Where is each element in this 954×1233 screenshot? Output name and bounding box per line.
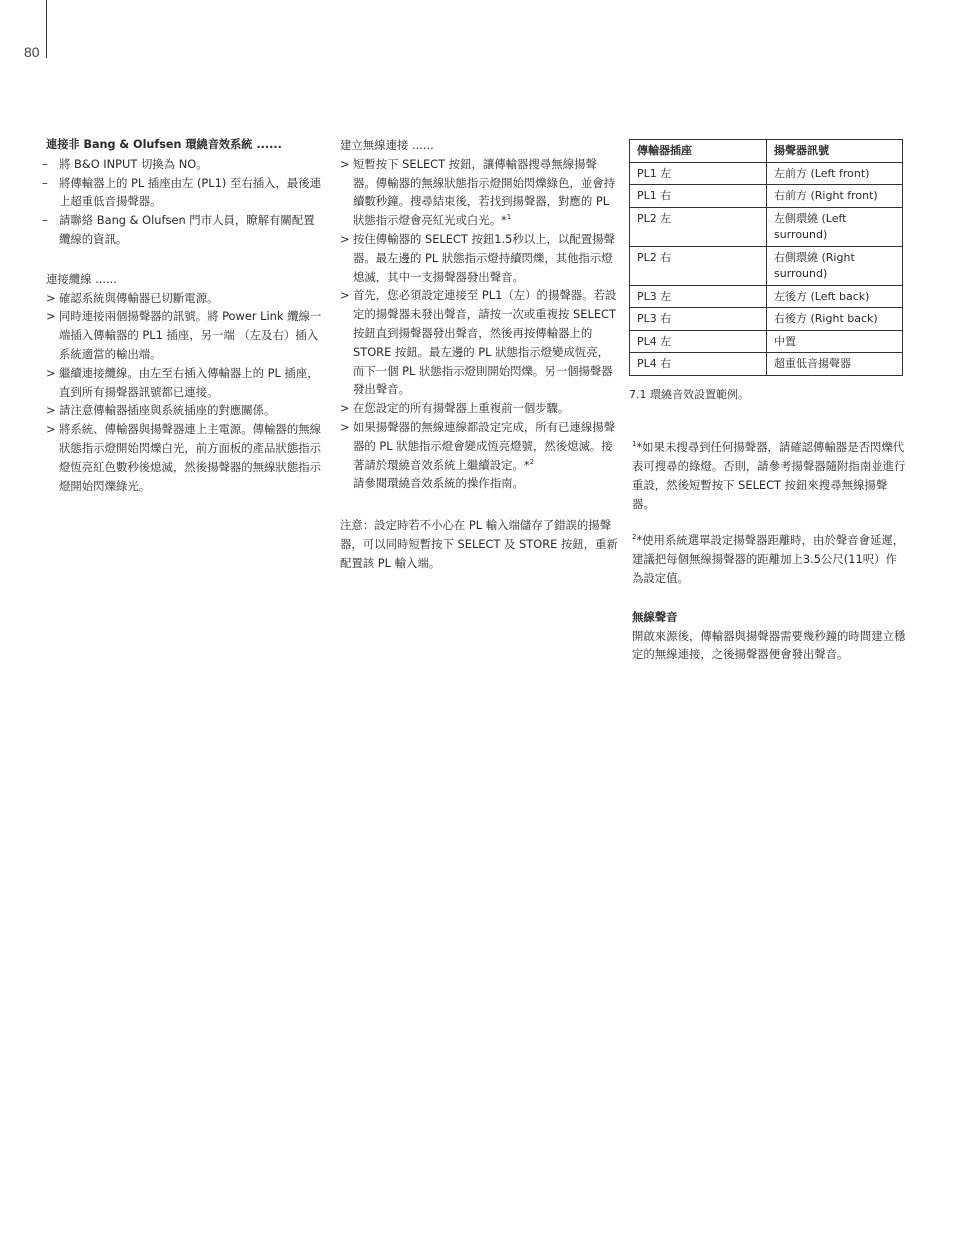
column-right <box>629 136 908 664</box>
list-item: > 同時連接兩個揚聲器的訊號。將 Power Link 纜線一端插入傳輸器的 PL1 插座，另一端 （左及右）插入系統適當的輸出端。 <box>46 309 322 361</box>
column-middle <box>340 136 618 573</box>
list-item: > 短暫按下 SELECT 按鈕，讓傳輸器搜尋無線揚聲器。傳輸器的無線狀態指示燈開始閃爍綠色，並會持續數秒鐘。搜尋結束後，若找到揚聲器，對應的 PL 狀態指示燈會亮紅光或白光。*$^1$ <box>340 156 615 228</box>
column-header: 傳輸器插座 <box>630 140 767 163</box>
table-row: PL1 右 右前方 (Right front) <box>630 185 903 208</box>
list-item: > 繼續連接纜線。由左至右插入傳輸器上的 PL 插座，直到所有揚聲器訊號都已連接。 <box>46 365 319 399</box>
socket-mapping-table <box>629 139 903 376</box>
list-item: > 將系統、傳輸器與揚聲器連上主電源。傳輸器的無線狀態指示燈開始閃爍白光，前方面板的產品狀態指示燈恆亮紅色數秒後熄滅，然後揚聲器的無線狀態指示燈開始閃爍綠光。 <box>46 422 321 493</box>
section-title-wireless-connect: 建立無線連接 ...... <box>340 138 434 152</box>
list-item: > 首先，您必須設定連接至 PL1（左）的揚聲器。若設定的揚聲器未發出聲音，請按一次或重複按 SELECT 按鈕直到揚聲器發出聲音，然後再按傳輸器上的 STORE 按鈕。最左邊的 PL 狀態指示燈變成恆亮，而下一個 PL 狀態指示燈則開始閃爍。另一個揚聲器發出聲音。 <box>340 288 617 397</box>
page-number: 80 <box>24 44 40 60</box>
column-left <box>42 136 324 495</box>
table-caption: 7.1 環繞音效設置範例。 <box>629 387 749 401</box>
table-header-row <box>630 140 903 163</box>
wireless-steps <box>340 155 618 493</box>
list-item: – 將傳輸器上的 PL 插座由左 (PL1) 至右插入，最後連上超重低音揚聲器。 <box>42 175 322 209</box>
list-item: – 請聯絡 Bang & Olufsen 門市人員，瞭解有關配置纜線的資訊。 <box>42 213 315 246</box>
footnote-2: $^2$*使用系統選單設定揚聲器距離時，由於聲音會延遲，建議把每個無線揚聲器的距離加上3.5公尺(11呎）作為設定值。 <box>632 533 905 586</box>
wireless-sound-text: 開啟來源後，傳輸器與揚聲器需要幾秒鐘的時間建立穩定的無線連接，之後揚聲器便會發出聲音。 <box>632 628 906 662</box>
list-item: – 將 B&O INPUT 切換為 NO。 <box>42 156 208 171</box>
section-title-cables: 連接纜線 ...... <box>46 271 117 286</box>
table-row: PL4 右 超重低音揚聲器 <box>630 353 903 376</box>
section-title-non-bo: 連接非 Bang & Olufsen 環繞音效系統 ...... <box>46 138 282 151</box>
list-item: > 在您設定的所有揚聲器上重複前一個步驟。 <box>340 401 570 416</box>
footnote-1: $^1$*如果未搜尋到任何揚聲器，請確認傳輸器是否閃爍代表可搜尋的綠燈。否則，請參考揚聲器隨附指南並進行重設，然後短暫按下 SELECT 按鈕來搜尋無線揚聲器。 <box>632 440 906 511</box>
table-row: PL3 右 右後方 (Right back) <box>630 308 903 331</box>
column-header: 揚聲器訊號 <box>767 140 903 163</box>
table-row: PL4 左 中置 <box>630 330 903 353</box>
page-margin-rule <box>46 0 47 58</box>
list-item: > 請注意傳輸器插座與系統插座的對應關係。 <box>46 403 276 418</box>
table-row: PL2 右 右側環繞 (Right surround) <box>630 246 903 285</box>
list-item: > 按住傳輸器的 SELECT 按鈕1.5秒以上，以配置揚聲器。最左邊的 PL 狀態指示燈持續閃爍，其他指示燈熄滅，其中一支揚聲器發出聲音。 <box>340 231 615 284</box>
non-bo-steps <box>42 155 324 249</box>
table-row: PL2 左 左側環繞 (Left surround) <box>630 207 903 246</box>
cable-steps <box>46 289 324 496</box>
table-row: PL3 左 左後方 (Left back) <box>630 285 903 308</box>
note-text: 注意：設定時若不小心在 PL 輸入端儲存了錯誤的揚聲器，可以同時短暫按下 SELECT 及 STORE 按鈕，重新配置該 PL 輸入端。 <box>340 518 618 570</box>
list-item: > 如果揚聲器的無線連線都設定完成，所有已連線揚聲器的 PL 狀態指示燈會變成恆亮燈號，然後熄滅。接著請於環繞音效系統上繼續設定。*$^2$ 請參閱環繞音效系統的操作指南。 <box>340 419 615 491</box>
list-item: > 確認系統與傳輸器已切斷電源。 <box>46 290 219 305</box>
section-title-wireless-sound: 無線聲音 <box>632 609 678 624</box>
table-row: PL1 左 左前方 (Left front) <box>630 162 903 185</box>
